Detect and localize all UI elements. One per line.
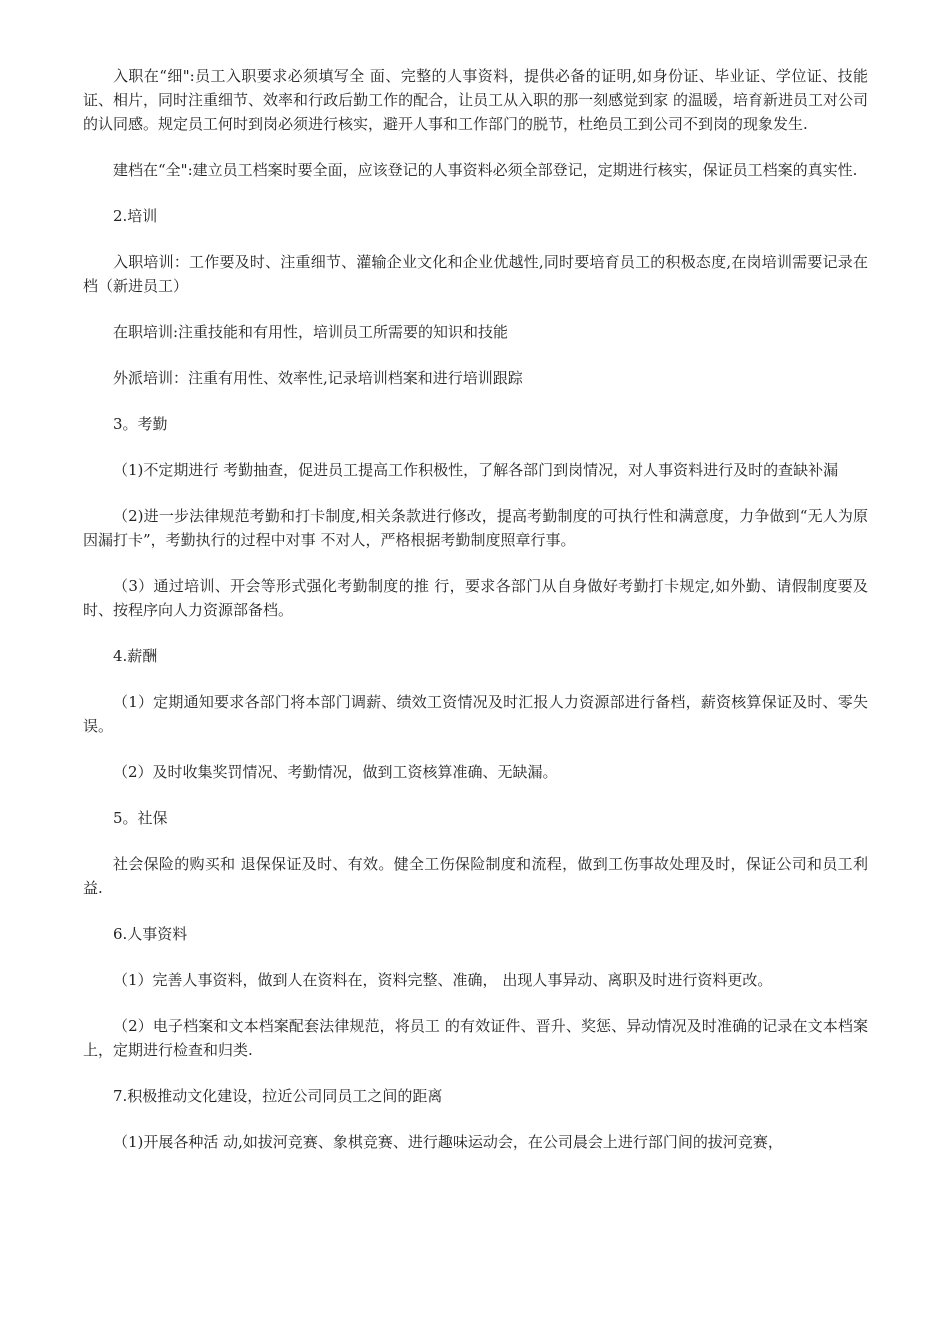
document-body [83, 64, 868, 1176]
paragraph-salary-1: （1）定期通知要求各部门将本部门调薪、绩效工资情况及时汇报人力资源部进行备档，薪资核算保证及时、零失误。 [83, 693, 868, 735]
section-heading-training: 2.培训 [113, 207, 158, 225]
section-heading-personnel-records: 6.人事资料 [113, 925, 188, 943]
paragraph-attendance-2: （2)进一步法律规范考勤和打卡制度,相关条款进行修改，提高考勤制度的可执行性和满意度，力争做到“无人为原因漏打卡”，考勤执行的过程中对事 不对人，严格根据考勤制度照章行事。 [83, 507, 868, 549]
section-heading-social-insurance: 5。社保 [113, 809, 168, 827]
paragraph-external-training: 外派培训：注重有用性、效率性,记录培训档案和进行培训跟踪 [113, 369, 523, 387]
paragraph-attendance-1: （1)不定期进行 考勤抽查，促进员工提高工作积极性，了解各部门到岗情况，对人事资料进行及时的查缺补漏 [113, 461, 839, 479]
paragraph-onboarding-training: 入职培训：工作要及时、注重细节、灌输企业文化和企业优越性,同时要培育员工的积极态度,在岗培训需要记录在档（新进员工） [83, 253, 868, 295]
paragraph-archive-complete: 建档在“全":建立员工档案时要全面，应该登记的人事资料必须全部登记，定期进行核实，保证员工档案的真实性. [113, 161, 858, 179]
paragraph-inservice-training: 在职培训:注重技能和有用性，培训员工所需要的知识和技能 [113, 323, 509, 341]
paragraph-social-insurance: 社会保险的购买和 退保保证及时、有效。健全工伤保险制度和流程，做到工伤事故处理及时，保证公司和员工利益. [83, 855, 868, 897]
paragraph-attendance-3: （3）通过培训、开会等形式强化考勤制度的推 行，要求各部门从自身做好考勤打卡规定,如外勤、请假制度要及时、按程序向人力资源部备档。 [83, 577, 868, 619]
section-heading-culture: 7.积极推动文化建设，拉近公司同员工之间的距离 [113, 1087, 443, 1105]
paragraph-salary-2: （2）及时收集奖罚情况、考勤情况，做到工资核算准确、无缺漏。 [113, 763, 558, 781]
paragraph-records-2: （2）电子档案和文本档案配套法律规范，将员工 的有效证件、晋升、奖惩、异动情况及时准确的记录在文本档案上，定期进行检查和归类. [83, 1017, 868, 1059]
section-heading-salary: 4.薪酬 [113, 647, 158, 665]
paragraph-records-1: （1）完善人事资料，做到人在资料在，资料完整、准确， 出现人事异动、离职及时进行资料更改。 [113, 971, 773, 989]
paragraph-culture-1: （1)开展各种活 动,如拔河竞赛、象棋竞赛、进行趣味运动会，在公司晨会上进行部门间的拔河竞赛， [113, 1133, 783, 1151]
section-heading-attendance: 3。考勤 [113, 415, 168, 433]
paragraph-onboarding-detail: 入职在“细":员工入职要求必须填写全 面、完整的人事资料，提供必备的证明,如身份证、毕业证、学位证、技能证、相片，同时注重细节、效率和行政后勤工作的配合，让员工从入职的那一刻感觉到家 的温暖，培育新进员工对公司的认同感。规定员工何时到岗必须进行核实，避开人事和工作部门的脱节，杜绝员工到公司不到岗的现象发生. [83, 67, 868, 133]
